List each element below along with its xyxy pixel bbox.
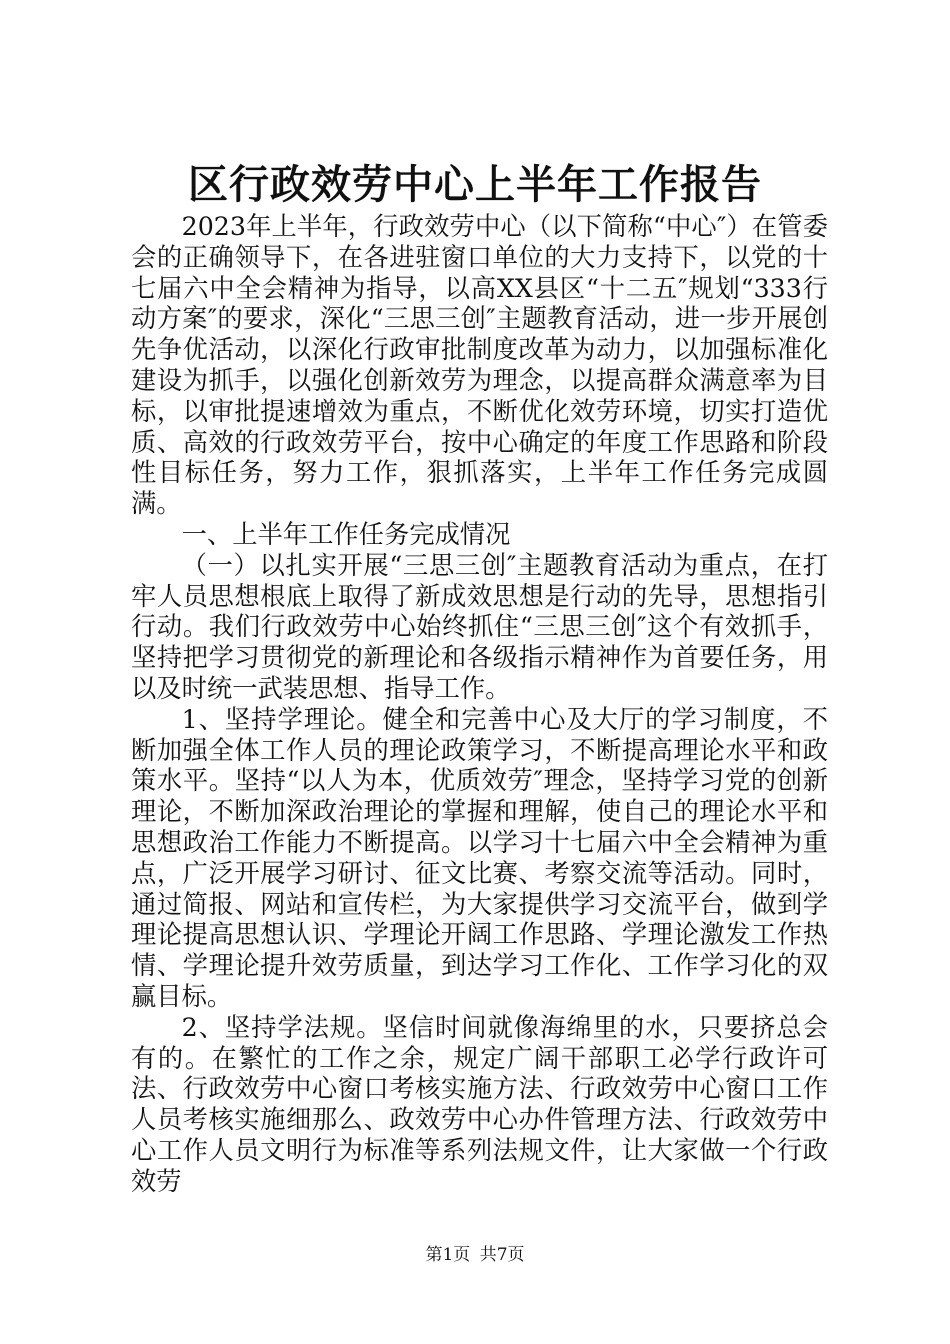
page-total: 共7页 — [479, 1245, 525, 1265]
paragraph-subsection-1: （一）以扎实开展“三思三创″主题教育活动为重点，在打牢人员思想根底上取得了新成效思想是行动的先导，思想指引行动。我们行政效劳中心始终抓住“三思三创″这个有效抓手，坚持把学习贯彻党的新理论和各级指示精神作为首要任务，用以及时统一武装思想、指导工作。 — [131, 550, 828, 703]
paragraph-item-2: 2、坚持学法规。坚信时间就像海绵里的水，只要挤总会有的。在繁忙的工作之余，规定广阔干部职工必学行政许可法、行政效劳中心窗口考核实施方法、行政效劳中心窗口工作人员考核实施细那么、政效劳中心办件管理方法、行政效劳中心工作人员文明行为标准等系列法规文件，让大家做一个行政效劳 — [131, 1012, 828, 1196]
document-body — [131, 212, 828, 1198]
page-number: 第1页 — [425, 1245, 471, 1265]
section-heading: 一、上半年工作任务完成情况 — [181, 519, 511, 549]
paragraph-item-1: 1、坚持学理论。健全和完善中心及大厅的学习制度，不断加强全体工作人员的理论政策学习，不断提高理论水平和政策水平。坚持“以人为本，优质效劳″理念，坚持学习党的创新理论，不断加深政治理论的掌握和理解，使自己的理论水平和思想政治工作能力不断提高。以学习十七届六中全会精神为重点，广泛开展学习研讨、征文比赛、考察交流等活动。同时，通过简报、网站和宣传栏，为大家提供学习交流平台，做到学理论提高思想认识、学理论开阔工作思路、学理论激发工作热情、学理论提升效劳质量，到达学习工作化、工作学习化的双赢目标。 — [131, 704, 828, 1011]
document-title: 区行政效劳中心上半年工作报告 — [188, 161, 762, 208]
page-footer — [0, 1244, 950, 1266]
paragraph-intro: 2023年上半年，行政效劳中心（以下简称“中心″）在管委会的正确领导下，在各进驻窗口单位的大力支持下，以党的十七届六中全会精神为指导，以高XX县区“十二五″规划“333行动方案″的要求，深化“三思三创″主题教育活动，进一步开展创先争优活动，以深化行政审批制度改革为动力，以加强标准化建设为抓手，以强化创新效劳为理念，以提高群众满意率为目标，以审批提速增效为重点，不断优化效劳环境，切实打造优质、高效的行政效劳平台，按中心确定的年度工作思路和阶段性目标任务，努力工作，狠抓落实，上半年工作任务完成圆满。 — [131, 212, 828, 519]
